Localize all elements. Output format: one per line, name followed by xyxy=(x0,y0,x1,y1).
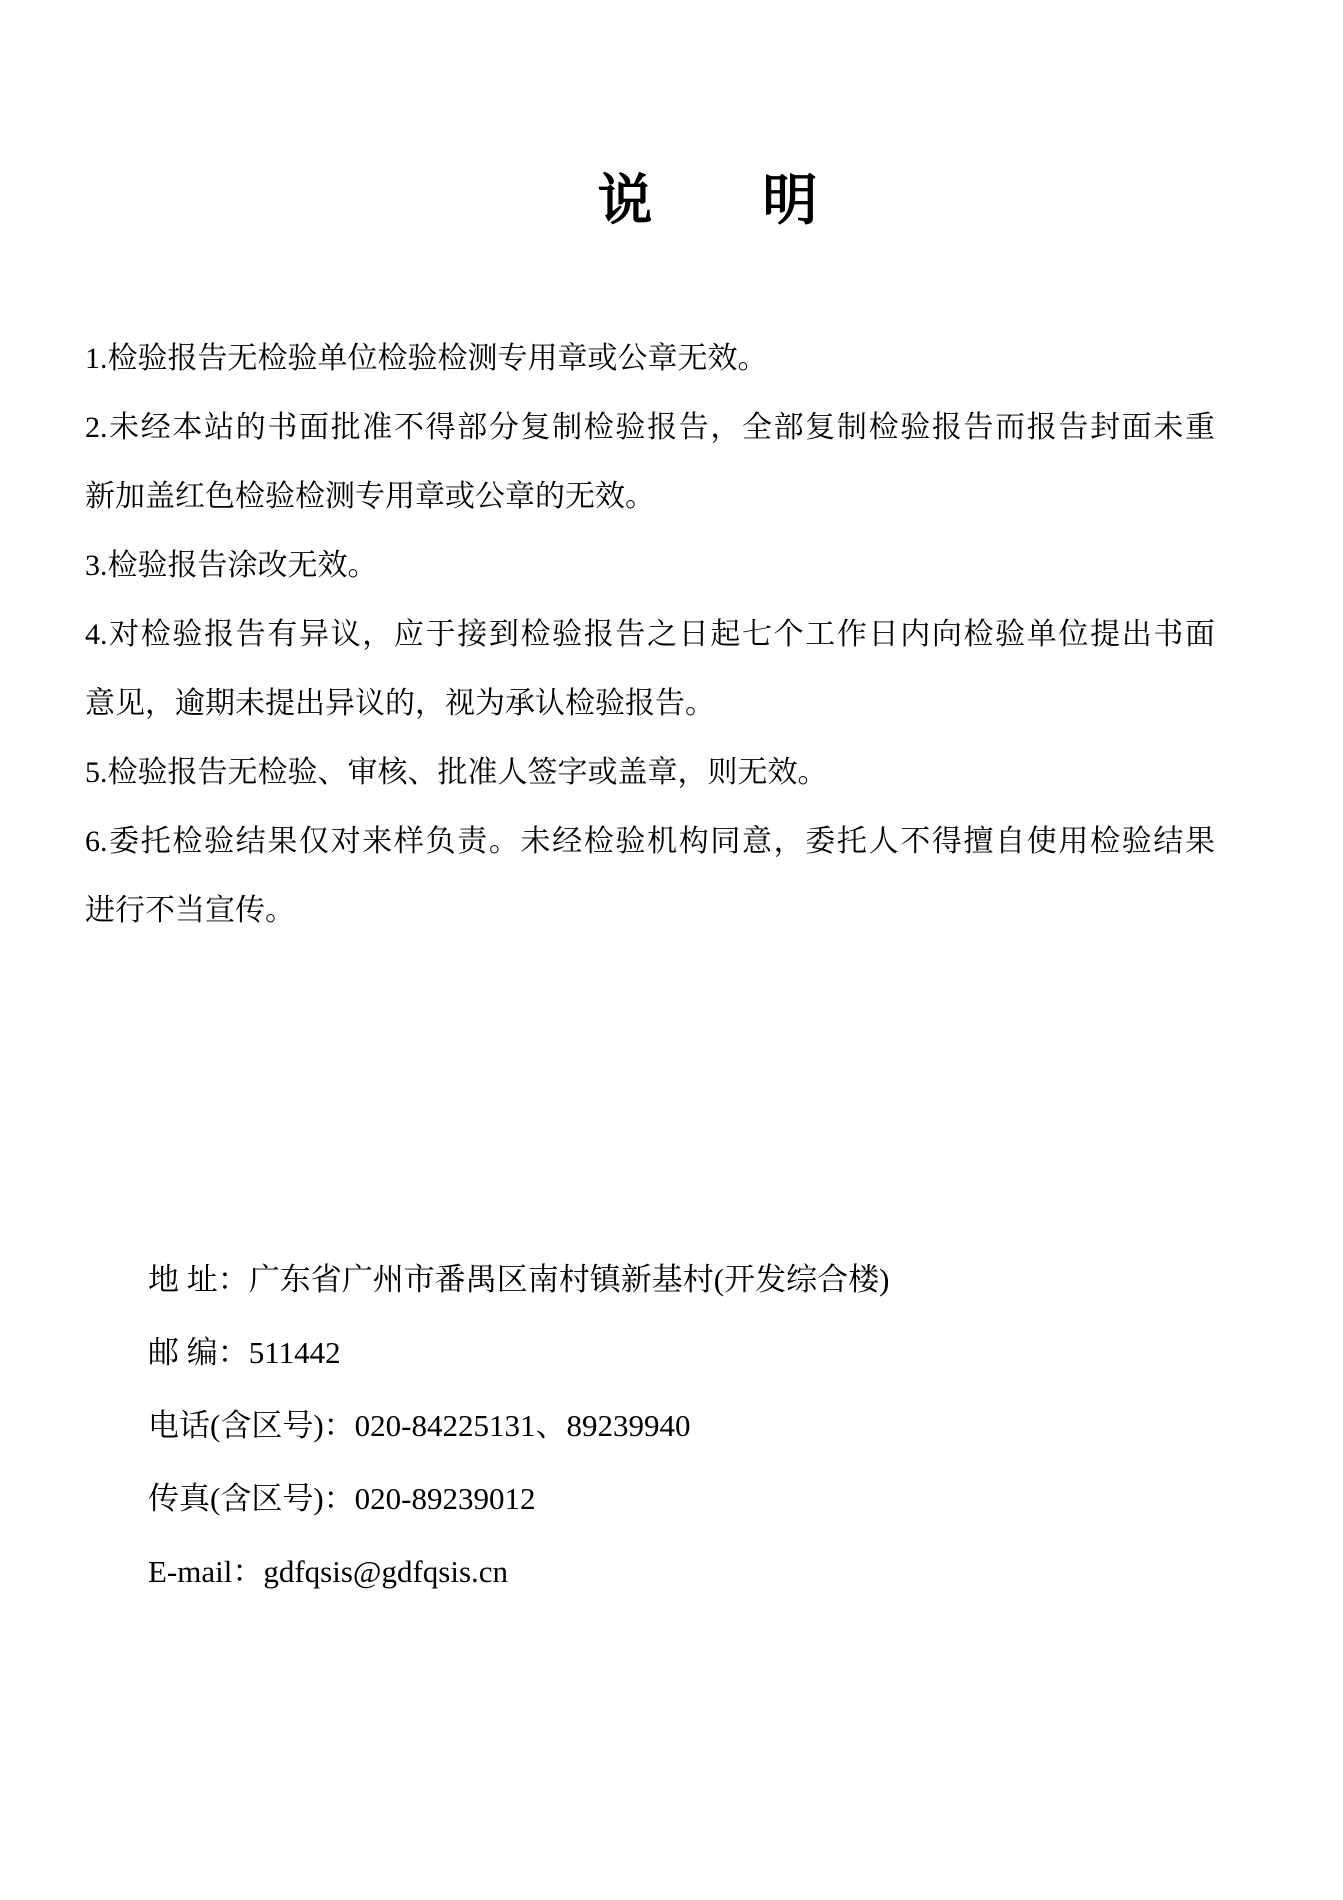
note-4-line-1: 4.对检验报告有异议，应于接到检验报告之日起七个工作日内向检验单位提出书面 xyxy=(85,618,1215,651)
contact-fax-label: 传真(含区号)： xyxy=(148,1481,355,1516)
contact-address-row xyxy=(148,1243,889,1316)
notes-section xyxy=(85,324,1215,945)
contact-address-label: 地 址： xyxy=(148,1262,249,1297)
contact-phone-label: 电话(含区号)： xyxy=(148,1408,355,1443)
note-6-line-2: 进行不当宣传。 xyxy=(85,894,295,927)
contact-fax-row xyxy=(148,1462,889,1535)
contact-postcode-row xyxy=(148,1316,889,1389)
note-1-line-1: 1.检验报告无检验单位检验检测专用章或公章无效。 xyxy=(85,342,768,375)
contact-postcode-label: 邮 编： xyxy=(148,1335,249,1370)
contact-phone-value: 020-84225131、89239940 xyxy=(354,1408,691,1443)
note-3-line-1: 3.检验报告涂改无效。 xyxy=(85,549,378,582)
note-5-line-1: 5.检验报告无检验、审核、批准人签字或盖章，则无效。 xyxy=(85,756,828,789)
note-6-line-1: 6.委托检验结果仅对来样负责。未经检验机构同意，委托人不得擅自使用检验结果 xyxy=(85,825,1215,858)
contact-email-value: gdfqsis@gdfqsis.cn xyxy=(263,1554,509,1589)
note-4-line-2: 意见，逾期未提出异议的，视为承认检验报告。 xyxy=(85,687,715,720)
note-2-line-1: 2.未经本站的书面批准不得部分复制检验报告，全部复制检验报告而报告封面未重 xyxy=(85,411,1215,444)
contact-phone-row xyxy=(148,1389,889,1462)
note-2-line-2: 新加盖红色检验检测专用章或公章的无效。 xyxy=(85,480,655,513)
contact-postcode-value: 511442 xyxy=(248,1335,341,1370)
contact-email-label: E-mail： xyxy=(148,1554,264,1589)
contact-email-row xyxy=(148,1535,889,1608)
contact-fax-value: 020-89239012 xyxy=(354,1481,536,1516)
contact-address-value: 广东省广州市番禺区南村镇新基村(开发综合楼) xyxy=(248,1262,890,1297)
page-title: 说 明 xyxy=(597,170,818,231)
contact-section xyxy=(148,1243,889,1608)
